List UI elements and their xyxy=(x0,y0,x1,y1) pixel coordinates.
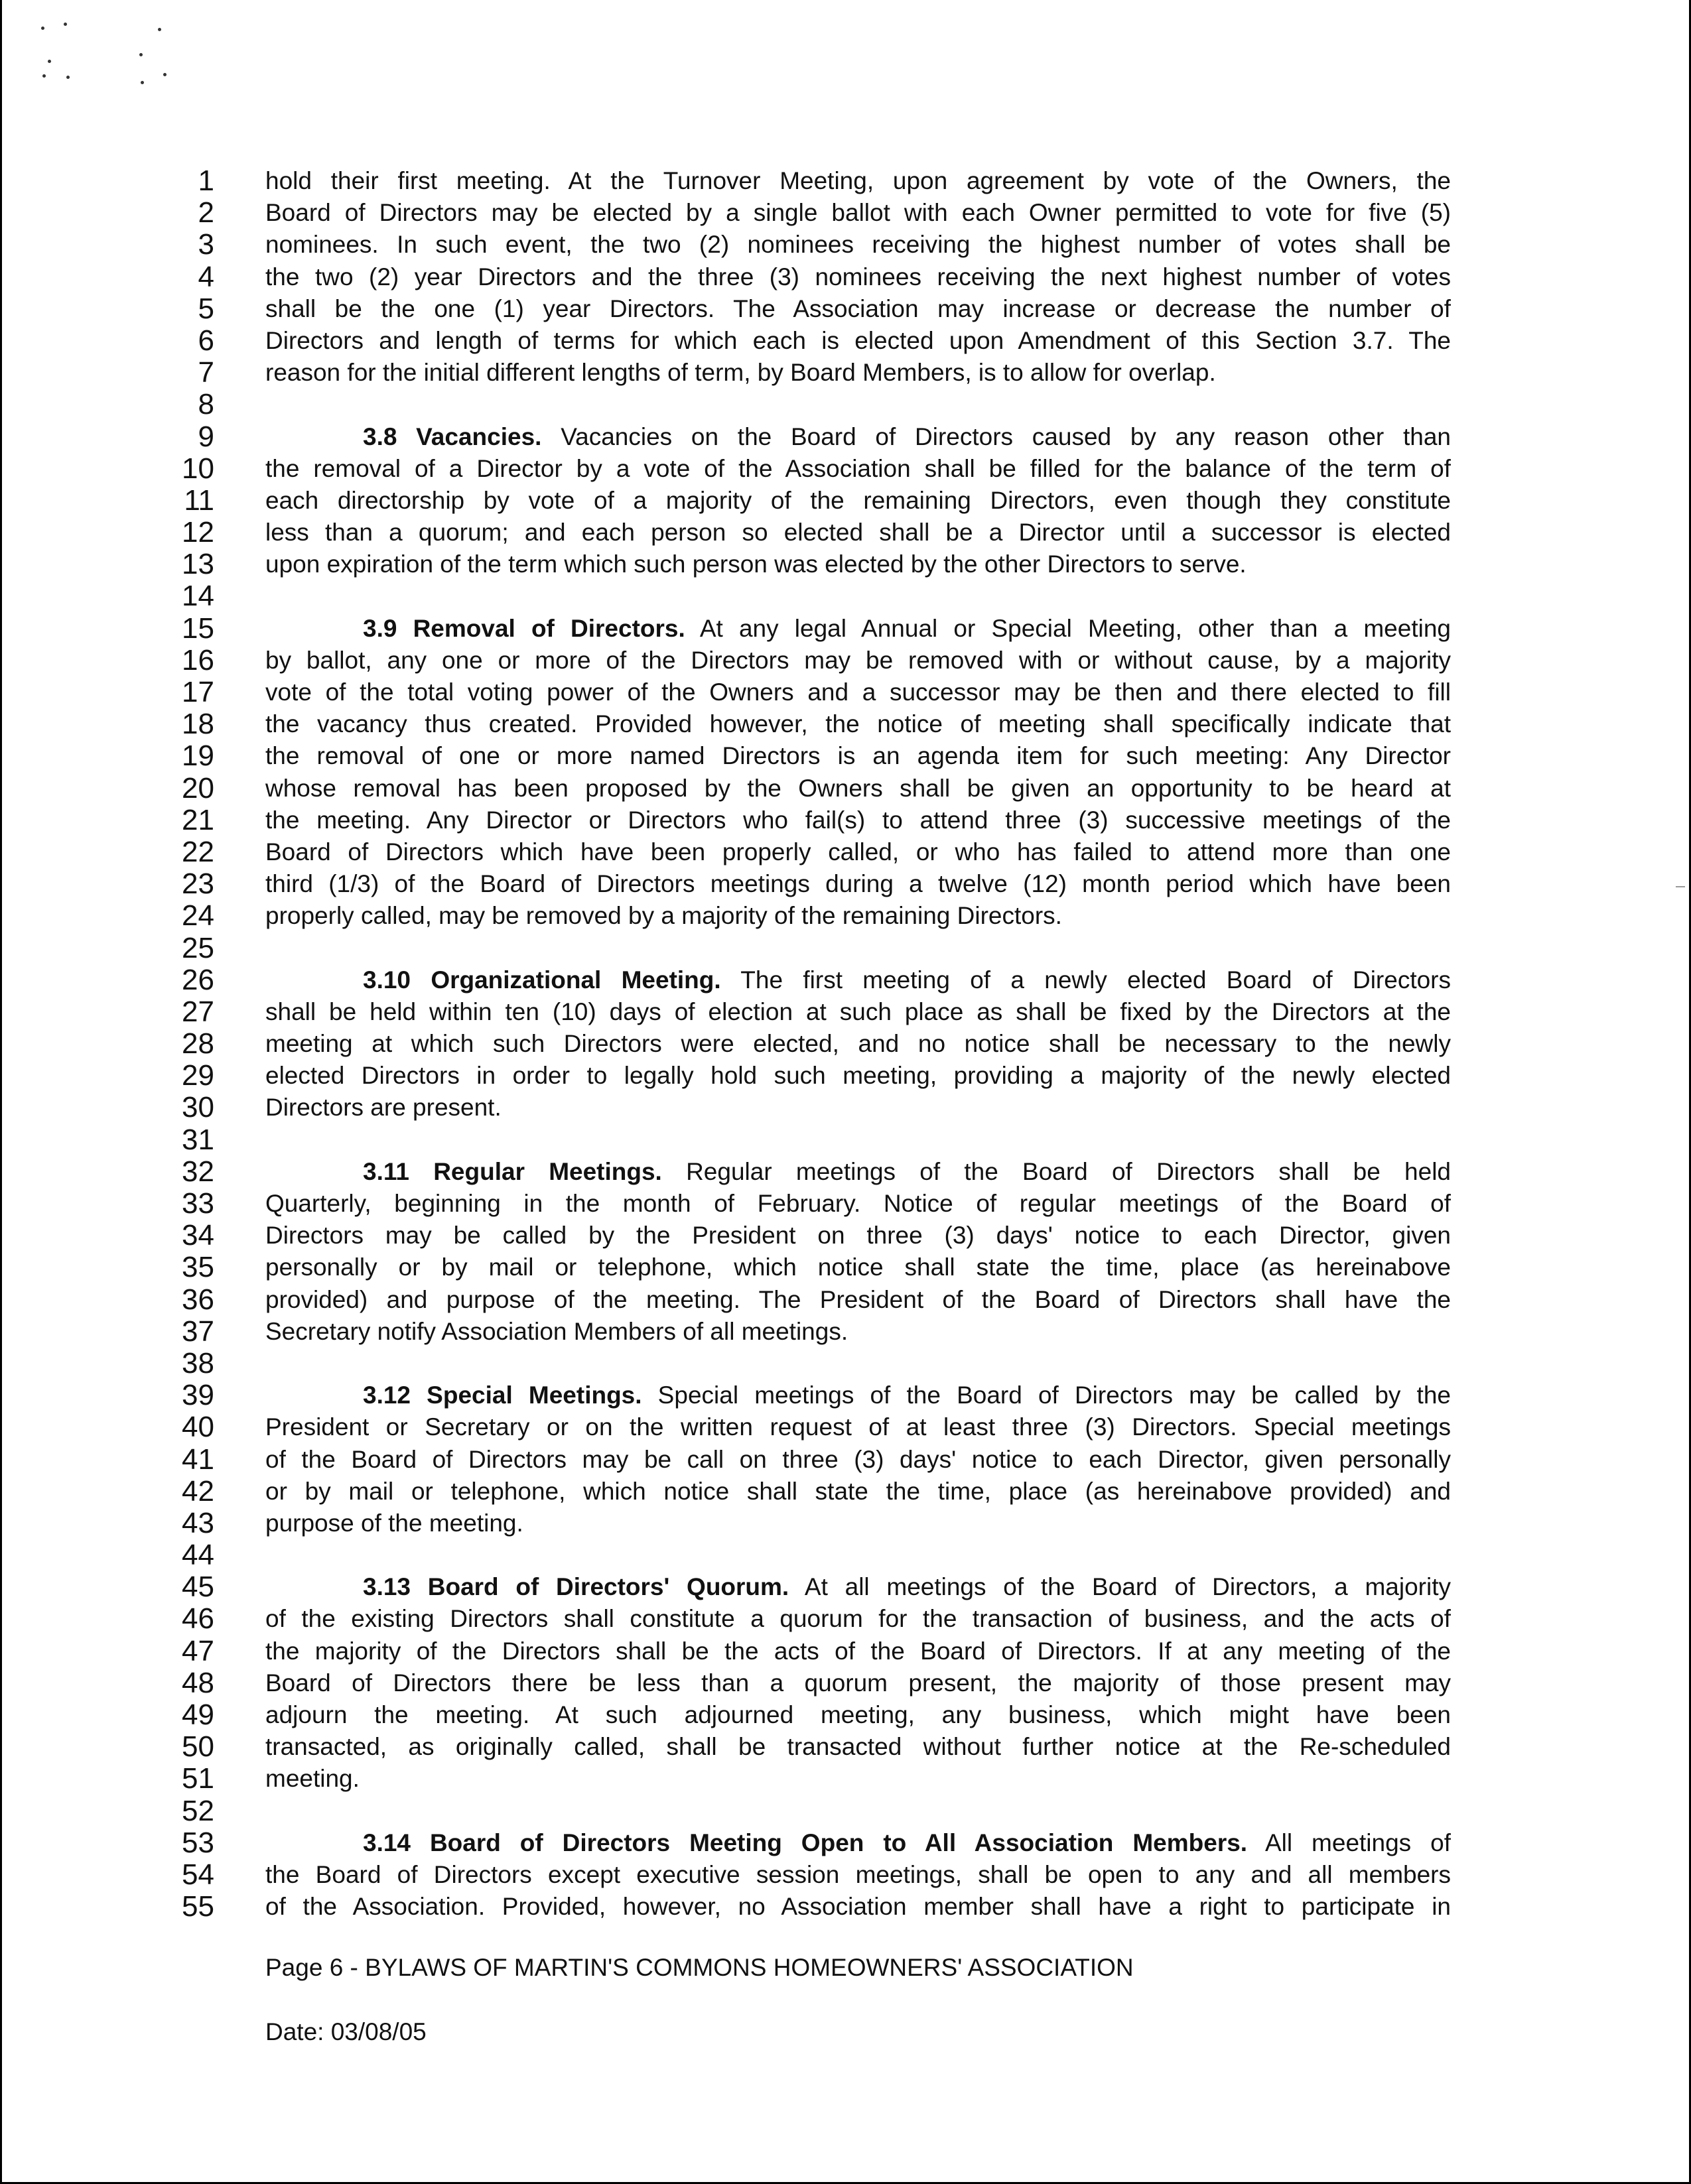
line-text: At all meetings of the Board of Directors, a majority xyxy=(789,1573,1451,1601)
section-heading: 3.9 Removal of Directors. xyxy=(363,614,685,642)
text-line xyxy=(265,1636,1451,1667)
line-text: whose removal has been proposed by the Owners shall be given an opportunity to be heard at xyxy=(265,774,1451,802)
margin-mark xyxy=(1676,886,1685,887)
line-text: elected Directors in order to legally hold such meeting, providing a majority of the newly elected xyxy=(265,1062,1451,1090)
line-number: 38 xyxy=(182,1346,214,1380)
line-text: All meetings of xyxy=(1247,1829,1451,1856)
line-text: meeting. xyxy=(265,1765,360,1793)
line-text: the removal of one or more named Directors is an agenda item for such meeting: Any Director xyxy=(265,742,1451,770)
line-text: meeting at which such Directors were elected, and no notice shall be necessary to the newly xyxy=(265,1030,1451,1058)
section-first-line xyxy=(265,1156,1451,1188)
line-number: 34 xyxy=(182,1219,214,1252)
line-number: 9 xyxy=(198,420,214,453)
line-text: Board of Directors may be elected by a single ballot with each Owner permitted to vote for five (5) xyxy=(265,199,1451,227)
line-text: of the Association. Provided, however, no Association member shall have a right to participate in xyxy=(265,1893,1451,1921)
line-text: the removal of a Director by a vote of the Association shall be filled for the balance of the term of xyxy=(265,454,1451,482)
section-heading: 3.13 Board of Directors' Quorum. xyxy=(363,1573,789,1601)
section-heading: 3.11 Regular Meetings. xyxy=(363,1157,662,1185)
line-number: 50 xyxy=(182,1730,214,1764)
section-first-line xyxy=(265,964,1451,996)
line-number: 42 xyxy=(182,1474,214,1508)
line-text: adjourn the meeting. At such adjourned meeting, any business, which might have been xyxy=(265,1701,1451,1728)
line-number: 47 xyxy=(182,1634,214,1667)
line-text: Directors may be called by the President on three (3) days' notice to each Director, given xyxy=(265,1222,1451,1250)
line-number: 24 xyxy=(182,899,214,932)
line-text: upon expiration of the term which such person was elected by the other Directors to serve. xyxy=(265,550,1247,578)
line-text: less than a quorum; and each person so elected shall be a Director until a successor is elected xyxy=(265,519,1451,546)
text-line xyxy=(265,1028,1451,1060)
text-line xyxy=(265,1667,1451,1699)
text-line xyxy=(265,357,1451,389)
text-line xyxy=(265,580,1451,612)
text-line xyxy=(265,1411,1451,1443)
line-number: 53 xyxy=(182,1826,214,1859)
line-number: 10 xyxy=(182,452,214,485)
section-heading: 3.8 Vacancies. xyxy=(363,422,542,450)
line-number: 30 xyxy=(182,1091,214,1124)
text-line xyxy=(265,389,1451,420)
scan-speck xyxy=(42,74,46,78)
line-text: Secretary notify Association Members of all meetings. xyxy=(265,1317,848,1345)
text-line xyxy=(265,1699,1451,1731)
line-text: by ballot, any one or more of the Directors may be removed with or without cause, by a majority xyxy=(265,646,1451,674)
line-number: 33 xyxy=(182,1187,214,1220)
line-number: 51 xyxy=(182,1762,214,1795)
text-line xyxy=(265,293,1451,325)
section-first-line xyxy=(265,421,1451,453)
page-footer-title: Page 6 - BYLAWS OF MARTIN'S COMMONS HOMEOWNERS' ASSOCIATION xyxy=(265,1954,1134,1981)
section-first-line xyxy=(265,613,1451,645)
text-line xyxy=(265,804,1451,836)
text-line xyxy=(265,1220,1451,1252)
line-text: transacted, as originally called, shall be transacted without further notice at the Re-scheduled xyxy=(265,1733,1451,1761)
line-number: 8 xyxy=(198,388,214,421)
line-number: 52 xyxy=(182,1794,214,1827)
text-line xyxy=(265,485,1451,517)
line-number: 28 xyxy=(182,1027,214,1060)
line-number: 46 xyxy=(182,1602,214,1636)
text-line xyxy=(265,197,1451,229)
line-text: each directorship by vote of a majority of the remaining Directors, even though they constitute xyxy=(265,486,1451,514)
text-line xyxy=(265,1763,1451,1795)
line-number: 49 xyxy=(182,1699,214,1731)
section-heading: 3.12 Special Meetings. xyxy=(363,1381,642,1409)
scan-speck xyxy=(64,23,67,26)
text-line xyxy=(265,900,1451,932)
line-text: nominees. In such event, the two (2) nominees receiving the highest number of votes shall be xyxy=(265,231,1451,259)
text-line xyxy=(265,453,1451,485)
line-text: of the existing Directors shall constitute a quorum for the transaction of business, and the acts of xyxy=(265,1605,1451,1633)
line-text: shall be the one (1) year Directors. The Association may increase or decrease the number of xyxy=(265,294,1451,322)
line-number: 20 xyxy=(182,771,214,804)
scan-speck xyxy=(163,73,167,76)
line-text: the vacancy thus created. Provided however, the notice of meeting shall specifically indicate that xyxy=(265,710,1451,738)
text-line xyxy=(265,229,1451,261)
line-text: Quarterly, beginning in the month of February. Notice of regular meetings of the Board of xyxy=(265,1190,1451,1217)
line-number: 5 xyxy=(198,292,214,325)
text-line xyxy=(265,261,1451,293)
line-number: 40 xyxy=(182,1411,214,1444)
text-line xyxy=(265,1284,1451,1316)
line-text: Vacancies on the Board of Directors caused by any reason other than xyxy=(541,422,1451,450)
line-number: 32 xyxy=(182,1155,214,1188)
text-line xyxy=(265,517,1451,548)
line-text: the majority of the Directors shall be the acts of the Board of Directors. If at any meeting of the xyxy=(265,1637,1451,1665)
text-line xyxy=(265,773,1451,804)
text-line xyxy=(265,548,1451,580)
text-line xyxy=(265,165,1451,197)
line-number: 13 xyxy=(182,548,214,581)
section-heading: 3.14 Board of Directors Meeting Open to All Association Members. xyxy=(363,1829,1248,1856)
scan-speck xyxy=(41,27,44,30)
line-text: of the Board of Directors may be call on three (3) days' notice to each Director, given personally xyxy=(265,1445,1451,1473)
text-line xyxy=(265,996,1451,1028)
line-number: 23 xyxy=(182,867,214,901)
scan-speck xyxy=(139,53,143,56)
line-text: reason for the initial different lengths of term, by Board Members, is to allow for overlap. xyxy=(265,359,1216,387)
text-line xyxy=(265,1891,1451,1923)
section-heading: 3.10 Organizational Meeting. xyxy=(363,966,721,994)
line-text: Board of Directors there be less than a quorum present, the majority of those present may xyxy=(265,1669,1451,1697)
text-line xyxy=(265,1092,1451,1124)
text-line xyxy=(265,645,1451,676)
line-number: 48 xyxy=(182,1666,214,1699)
text-line xyxy=(265,1348,1451,1380)
line-text: the Board of Directors except executive session meetings, shall be open to any and all members xyxy=(265,1860,1451,1888)
text-line xyxy=(265,1188,1451,1220)
line-number: 1 xyxy=(198,164,214,197)
line-text: President or Secretary or on the written request of at least three (3) Directors. Special meetings xyxy=(265,1413,1451,1441)
section-first-line xyxy=(265,1827,1451,1859)
line-text: properly called, may be removed by a majority of the remaining Directors. xyxy=(265,902,1062,930)
line-text: Directors and length of terms for which each is elected upon Amendment of this Section 3.7. The xyxy=(265,326,1451,354)
text-line xyxy=(265,1316,1451,1348)
line-number: 15 xyxy=(182,611,214,645)
scan-speck xyxy=(48,60,51,63)
line-text: personally or by mail or telephone, which notice shall state the time, place (as hereinabove xyxy=(265,1253,1451,1281)
section-first-line xyxy=(265,1571,1451,1603)
text-line xyxy=(265,1795,1451,1827)
line-number: 35 xyxy=(182,1251,214,1284)
line-number: 27 xyxy=(182,995,214,1028)
line-text: Board of Directors which have been properly called, or who has failed to attend more than one xyxy=(265,838,1451,866)
text-line xyxy=(265,740,1451,772)
line-number: 17 xyxy=(182,676,214,708)
line-number: 12 xyxy=(182,516,214,549)
line-number: 41 xyxy=(182,1443,214,1476)
line-number: 45 xyxy=(182,1571,214,1604)
line-number: 18 xyxy=(182,708,214,741)
scan-speck xyxy=(158,28,161,31)
line-number: 44 xyxy=(182,1539,214,1572)
line-number: 4 xyxy=(198,260,214,293)
text-line xyxy=(265,325,1451,357)
line-number: 14 xyxy=(182,580,214,613)
text-line xyxy=(265,1603,1451,1635)
scan-speck xyxy=(66,76,70,79)
text-line xyxy=(265,1859,1451,1891)
text-line xyxy=(265,1124,1451,1156)
line-number: 22 xyxy=(182,835,214,868)
document-body xyxy=(265,165,1451,1923)
line-number: 16 xyxy=(182,643,214,676)
line-number: 11 xyxy=(184,483,214,517)
text-line xyxy=(265,1476,1451,1508)
line-number: 21 xyxy=(182,803,214,836)
text-line xyxy=(265,1252,1451,1283)
line-number: 31 xyxy=(182,1123,214,1156)
line-number: 2 xyxy=(198,196,214,229)
line-number: 7 xyxy=(198,356,214,389)
line-text: At any legal Annual or Special Meeting, other than a meeting xyxy=(685,614,1451,642)
text-line xyxy=(265,1444,1451,1476)
line-number: 26 xyxy=(182,963,214,996)
line-text: Directors are present. xyxy=(265,1094,502,1122)
line-text: purpose of the meeting. xyxy=(265,1509,523,1537)
line-number: 6 xyxy=(198,324,214,357)
line-number: 19 xyxy=(182,739,214,773)
line-text: Special meetings of the Board of Directors may be called by the xyxy=(642,1381,1451,1409)
text-line xyxy=(265,868,1451,900)
line-text: provided) and purpose of the meeting. The President of the Board of Directors shall have the xyxy=(265,1285,1451,1313)
text-line xyxy=(265,932,1451,964)
text-line xyxy=(265,708,1451,740)
text-line xyxy=(265,836,1451,868)
line-text: The first meeting of a newly elected Board of Directors xyxy=(720,966,1451,994)
page-footer-date: Date: 03/08/05 xyxy=(265,2018,427,2045)
line-number: 43 xyxy=(182,1506,214,1539)
line-number: 3 xyxy=(198,228,214,261)
line-number: 29 xyxy=(182,1059,214,1092)
text-line xyxy=(265,1060,1451,1092)
line-number: 36 xyxy=(182,1283,214,1316)
line-text: third (1/3) of the Board of Directors meetings during a twelve (12) month period which have been xyxy=(265,870,1451,898)
text-line xyxy=(265,1539,1451,1571)
text-line xyxy=(265,1731,1451,1763)
line-number: 39 xyxy=(182,1379,214,1412)
line-text: Regular meetings of the Board of Directors shall be held xyxy=(661,1157,1451,1185)
line-text: the two (2) year Directors and the three (3) nominees receiving the next highest number of votes xyxy=(265,263,1451,290)
section-first-line xyxy=(265,1380,1451,1411)
text-line xyxy=(265,1508,1451,1539)
scan-speck xyxy=(141,81,144,84)
line-number: 55 xyxy=(182,1890,214,1923)
line-number: 54 xyxy=(182,1858,214,1891)
line-text: or by mail or telephone, which notice shall state the time, place (as hereinabove provided) and xyxy=(265,1477,1451,1505)
line-number-column xyxy=(151,165,214,1923)
line-text: the meeting. Any Director or Directors who fail(s) to attend three (3) successive meetings of the xyxy=(265,806,1451,834)
line-number: 37 xyxy=(182,1315,214,1348)
text-line xyxy=(265,676,1451,708)
line-text: hold their first meeting. At the Turnover Meeting, upon agreement by vote of the Owners, the xyxy=(265,167,1451,194)
line-text: shall be held within ten (10) days of election at such place as shall be fixed by the Directors at the xyxy=(265,997,1451,1025)
line-number: 25 xyxy=(182,931,214,964)
line-text: vote of the total voting power of the Owners and a successor may be then and there elected to fill xyxy=(265,678,1451,706)
